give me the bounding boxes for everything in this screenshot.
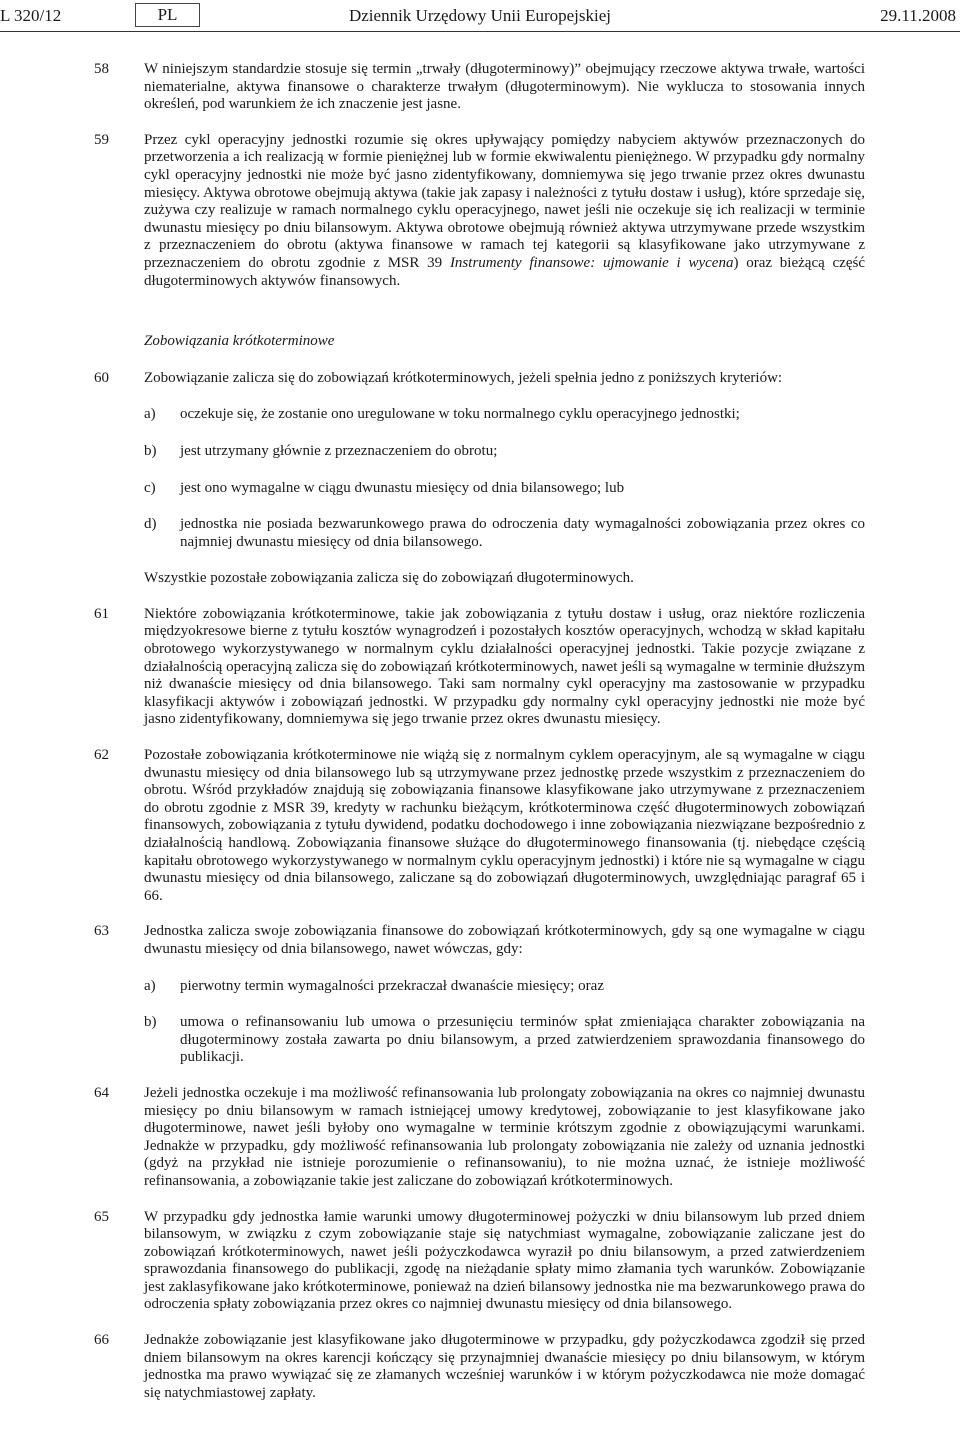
paragraph-intro: Zobowiązanie zalicza się do zobowiązań krótkoterminowych, jeżeli spełnia jedno z poniższych kryteriów: (144, 369, 783, 386)
list-text: jednostka nie posiada bezwarunkowego prawa do odroczenia daty wymagalności zobowiązania przez okres co najmniej dwunastu miesięcy od dnia bilansowego. (180, 516, 865, 550)
paragraph-61 (0, 606, 960, 729)
section-heading: Zobowiązania krótkoterminowe (144, 333, 335, 350)
paragraph-number: 58 (94, 61, 109, 77)
paragraph-number: 66 (94, 1332, 109, 1349)
paragraph-62 (0, 747, 960, 905)
paragraph-59 (0, 132, 960, 290)
list-item (144, 1014, 865, 1067)
list-label: b) (144, 442, 157, 459)
text-segment: ) oraz bieżącą część długoterminowych aktywów finansowych. (144, 254, 865, 289)
paragraph-65 (0, 1209, 960, 1315)
list-text: jest utrzymany głównie z przeznaczeniem do obrotu; (180, 442, 498, 459)
paragraph-number: 64 (94, 1084, 109, 1101)
page-reference: L 320/12 (0, 6, 62, 25)
publication-date: 29.11.2008 (880, 6, 956, 25)
text-segment: Przez cykl operacyjny jednostki rozumie się okres upływający pomiędzy nabyciem aktywów przeznaczonych do przetworzenia a ich realizacją w formie pieniężnej lub w formie ekwiwalentu pieniężnego. W przypadku gdy normalny cykl operacyjny jednostki nie może być jasno zidentyfikowany, domniemywa się jego trwanie przez okres dwunastu miesięcy. Aktywa obrotowe obejmują aktywa (takie jak zapasy i należności z tytułu dostaw i usług), które sprzedaje się, zużywa czy realizuje w ramach normalnego cyklu operacyjnego, nawet jeśli nie oczekuje się ich realizacji w terminie dwunastu miesięcy po dniu bilansowym. Aktywa obrotowe obejmują również aktywa utrzymywane przede wszystkim z przeznaczeniem do obrotu (aktywa finansowe w ramach tej kategorii są klasyfikowane jako utrzymywane z przeznaczeniem do obrotu zgodnie z MSR 39 (144, 131, 865, 271)
page-header (0, 0, 960, 30)
paragraph-text (144, 132, 865, 290)
paragraph-text: W niniejszym standardzie stosuje się termin „trwały (długoterminowy)” obejmujący rzeczowe aktywa trwałe, wartości niematerialne, aktywa finansowe o charakterze trwałym (długoterminowym). Nie wyklucza to stosowania innych określeń, pod warunkiem że ich znaczenie jest jasne. (144, 61, 865, 113)
list-item (144, 978, 865, 996)
paragraph-58 (0, 61, 960, 114)
list-item (144, 516, 865, 551)
paragraph-number: 61 (94, 605, 109, 622)
list-label: a) (144, 406, 156, 423)
paragraph-text: Pozostałe zobowiązania krótkoterminowe nie wiążą się z normalnym cyklem operacyjnym, ale są wymagalne w ciągu dwunastu miesięcy od dnia bilansowego lub są utrzymywane przez jednostkę przede wszystkim z przeznaczeniem do obrotu. Wśród przykładów znajdują się zobowiązania finansowe klasyfikowane jako utrzymywane z przeznaczeniem do obrotu zgodnie z MSR 39, kredyty w rachunku bieżącym, krótkoterminowa część długoterminowych zobowiązań finansowych, zobowiązania z tytułu dywidend, podatku dochodowego i inne zobowiązania niezwiązane bezpośrednio z działalnością handlową. Zobowiązania finansowe służące do długoterminowego finansowania (tj. niebędące częścią kapitału obrotowego wykorzystywanego w normalnym cyklu operacyjnym jednostki) i które nie są wymagalne w ciągu dwunastu miesięcy od dnia bilansowego, zaliczane są do zobowiązań długoterminowych, uwzględniając paragraf 65 i 66. (144, 747, 865, 904)
list-label: d) (144, 516, 157, 533)
paragraph-text: W przypadku gdy jednostka łamie warunki umowy długoterminowej pożyczki w dniu bilansowym lub przed dniem bilansowym, w związku z czym zobowiązanie staje się natychmiast wymagalne, zobowiązanie zaliczane jest do zobowiązań krótkoterminowych, nawet jeśli pożyczkodawca wyraził po dniu bilansowym, a przed zatwierdzeniem sprawozdania finansowego do publikacji, zgodę na nieżądanie spłaty mimo złamania tych warunków. Zobowiązanie jest zaklasyfikowane jako krótkoterminowe, ponieważ na dzień bilansowy jednostka nie ma bezwarunkowego prawa do odroczenia spłaty zobowiązania przez okres co najmniej dwunastu miesięcy od dnia bilansowego. (144, 1208, 865, 1313)
list-label: a) (144, 977, 156, 994)
list-item (144, 443, 865, 461)
list-text: oczekuje się, że zostanie ono uregulowane w toku normalnego cyklu operacyjnego jednostki; (180, 406, 740, 423)
list-item (144, 480, 865, 498)
list-item (144, 406, 865, 424)
journal-title: Dziennik Urzędowy Unii Europejskiej (348, 6, 611, 25)
paragraph-intro: Jednostka zalicza swoje zobowiązania finansowe do zobowiązań krótkoterminowych, gdy są one wymagalne w ciągu dwunastu miesięcy od dnia bilansowego, nawet wówczas, gdy: (144, 923, 865, 957)
header-divider (0, 31, 960, 32)
list-label: b) (144, 1014, 157, 1031)
paragraph-60 (0, 370, 960, 588)
paragraph-number: 63 (94, 923, 109, 940)
paragraph-number: 62 (94, 747, 109, 764)
paragraph-text: Jeżeli jednostka oczekuje i ma możliwość refinansowania lub prolongaty zobowiązania na okres co najmniej dwunastu miesięcy po dniu bilansowym w ramach istniejącej umowy kredytowej, zobowiązanie to jest klasyfikowane jako długoterminowe, nawet jeśli byłoby ono wymagalne w terminie krótszym zgodnie z obowiązującymi warunkami. Jednakże w przypadku, gdy możliwość refinansowania lub prolongaty zobowiązania nie zależy od uznania jednostki (gdyż na przykład nie istnieje porozumienie o refinansowaniu), to nie można uznać, że istnieje możliwość refinansowania, a zobowiązanie takie jest zaliczane do zobowiązań krótkoterminowych. (144, 1084, 865, 1189)
paragraph-text: Jednakże zobowiązanie jest klasyfikowane jako długoterminowe w przypadku, gdy pożyczkodawca zgodził się przed dniem bilansowym na okres karencji kończący się przynajmniej dwanaście miesięcy po dniu bilansowym, w którym jednostka ma prawo wywiązać się ze złamanych wcześniej warunków i w którym pożyczkodawca nie może domagać się natychmiastowej zapłaty. (144, 1332, 865, 1401)
paragraph-number: 60 (94, 369, 109, 386)
language-badge: PL (135, 3, 200, 27)
paragraph-number: 59 (94, 131, 109, 148)
standard-title-italic: Instrumenty finansowe: ujmowanie i wycena (449, 254, 734, 271)
paragraph-closing: Wszystkie pozostałe zobowiązania zalicza się do zobowiązań długoterminowych. (144, 570, 634, 587)
criteria-list (144, 406, 865, 551)
paragraph-number: 65 (94, 1208, 109, 1225)
list-text: jest ono wymagalne w ciągu dwunastu miesięcy od dnia bilansowego; lub (180, 479, 625, 496)
paragraph-66 (0, 1332, 960, 1402)
list-label: c) (144, 479, 156, 496)
paragraph-63 (0, 923, 960, 1067)
paragraph-text: Niektóre zobowiązania krótkoterminowe, takie jak zobowiązania z tytułu dostaw i usług, oraz niektóre rozliczenia międzyokresowe bierne z tytułu kosztów wynagrodzeń i pozostałych kosztów operacyjnych, wchodzą w skład kapitału obrotowego wykorzystywanego w normalnym cyklu działalności operacyjnej jednostki. Takie pozycje związane z działalnością operacyjną zalicza się do zobowiązań krótkoterminowych, nawet jeśli są wymagalne w terminie dłuższym niż dwanaście miesięcy od dnia bilansowego. Taki sam normalny cykl operacyjny ma zastosowanie w przypadku klasyfikacji aktywów i zobowiązań jednostki. W przypadku gdy normalny cykl operacyjny jednostki nie może być jasno zidentyfikowany, domniemywa się jego trwanie przez okres dwunastu miesięcy. (144, 605, 865, 728)
paragraph-64 (0, 1085, 960, 1191)
list-text: pierwotny termin wymagalności przekraczał dwanaście miesięcy; oraz (180, 977, 604, 994)
document-body (0, 61, 960, 1402)
list-text: umowa o refinansowaniu lub umowa o przesunięciu terminów spłat zmieniająca charakter zobowiązania na długoterminowy została zawarta po dniu bilansowym, a przed zatwierdzeniem sprawozdania finansowego do publikacji. (180, 1014, 865, 1066)
conditions-list (144, 978, 865, 1067)
